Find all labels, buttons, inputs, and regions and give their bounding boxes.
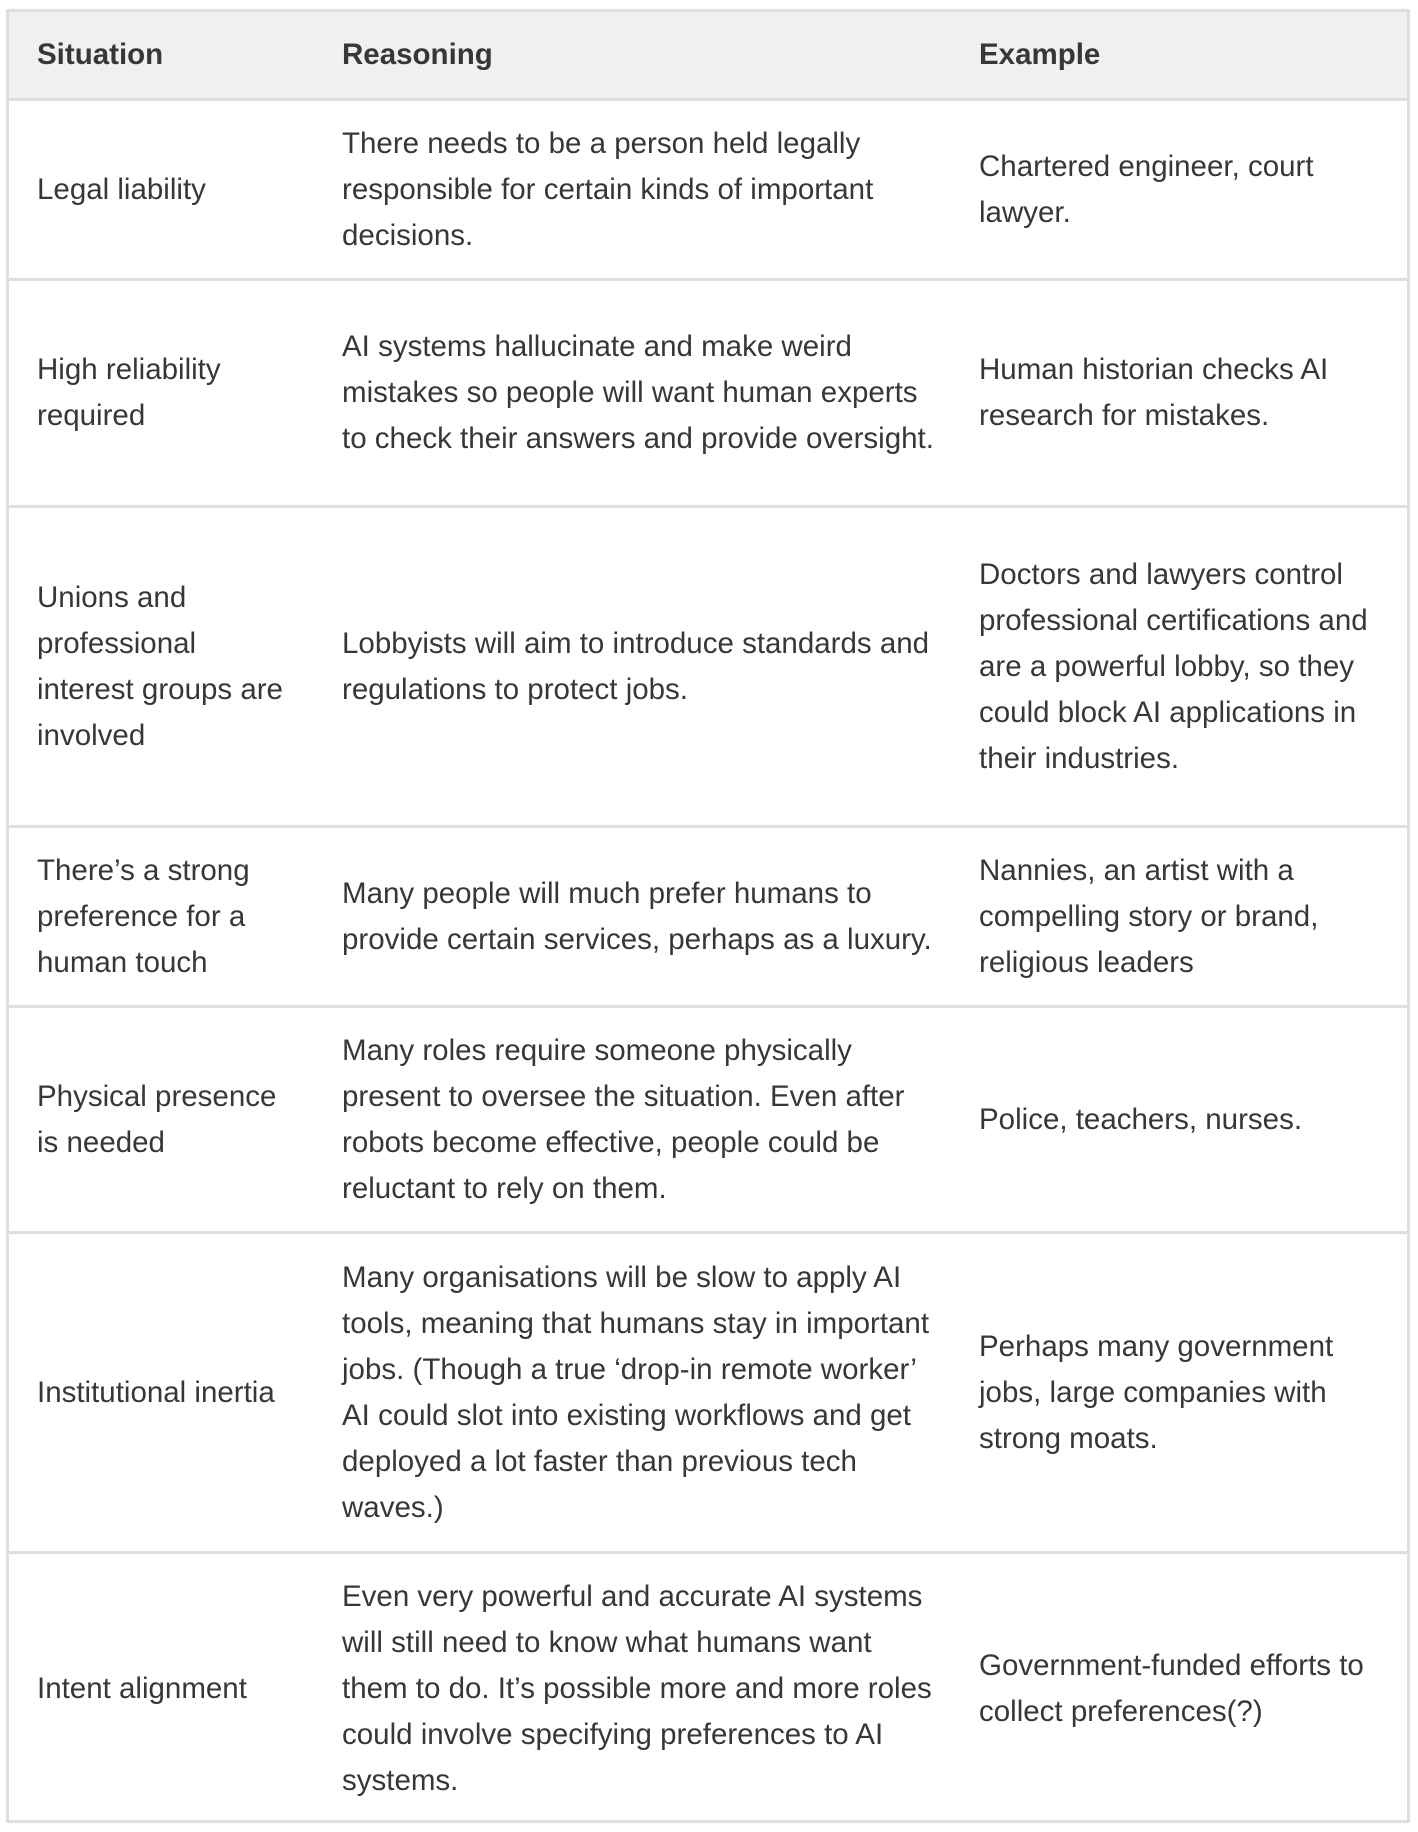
reasoning-cell: AI systems hallucinate and make weird mistakes so people will want human experts to check their answers and provide oversight. [314, 280, 951, 507]
example-cell: Police, teachers, nurses. [951, 1007, 1407, 1233]
reasoning-cell: Many roles require someone physically present to oversee the situation. Even after robots become effective, people could be reluctant to rely on them. [314, 1007, 951, 1233]
example-cell: Chartered engineer, court lawyer. [951, 100, 1407, 280]
header-reasoning: Reasoning [314, 12, 951, 100]
example-cell: Nannies, an artist with a compelling story or brand, religious leaders [951, 827, 1407, 1007]
table-row [9, 1007, 1407, 1233]
reasoning-cell: There needs to be a person held legally responsible for certain kinds of important decisions. [314, 100, 951, 280]
example-cell: Government-funded efforts to collect preferences(?) [951, 1553, 1407, 1825]
table-row [9, 1553, 1407, 1825]
situation-cell: High reliability required [9, 280, 314, 507]
situation-cell: Institutional inertia [9, 1233, 314, 1553]
table-row [9, 280, 1407, 507]
situation-cell: Intent alignment [9, 1553, 314, 1825]
reasoning-cell: Many organisations will be slow to apply AI tools, meaning that humans stay in important jobs. (Though a true ‘drop-in remote worker’ AI could slot into existing workflows and get deployed a lot faster than previous tech waves.) [314, 1233, 951, 1553]
situation-cell: There’s a strong preference for a human touch [9, 827, 314, 1007]
table-row [9, 507, 1407, 827]
table-row [9, 1233, 1407, 1553]
example-cell: Doctors and lawyers control professional certifications and are a powerful lobby, so they could block AI applications in their industries. [951, 507, 1407, 827]
situations-table [9, 12, 1407, 1825]
example-cell: Human historian checks AI research for mistakes. [951, 280, 1407, 507]
header-example: Example [951, 12, 1407, 100]
example-cell: Perhaps many government jobs, large companies with strong moats. [951, 1233, 1407, 1553]
situations-table-container [6, 9, 1410, 1823]
header-situation: Situation [9, 12, 314, 100]
reasoning-cell: Lobbyists will aim to introduce standards and regulations to protect jobs. [314, 507, 951, 827]
reasoning-cell: Many people will much prefer humans to provide certain services, perhaps as a luxury. [314, 827, 951, 1007]
reasoning-cell: Even very powerful and accurate AI systems will still need to know what humans want them to do. It’s possible more and more roles could involve specifying preferences to AI systems. [314, 1553, 951, 1825]
situation-cell: Legal liability [9, 100, 314, 280]
table-header-row [9, 12, 1407, 100]
situation-cell: Physical presence is needed [9, 1007, 314, 1233]
situation-cell: Unions and professional interest groups are involved [9, 507, 314, 827]
table-row [9, 100, 1407, 280]
table-row [9, 827, 1407, 1007]
